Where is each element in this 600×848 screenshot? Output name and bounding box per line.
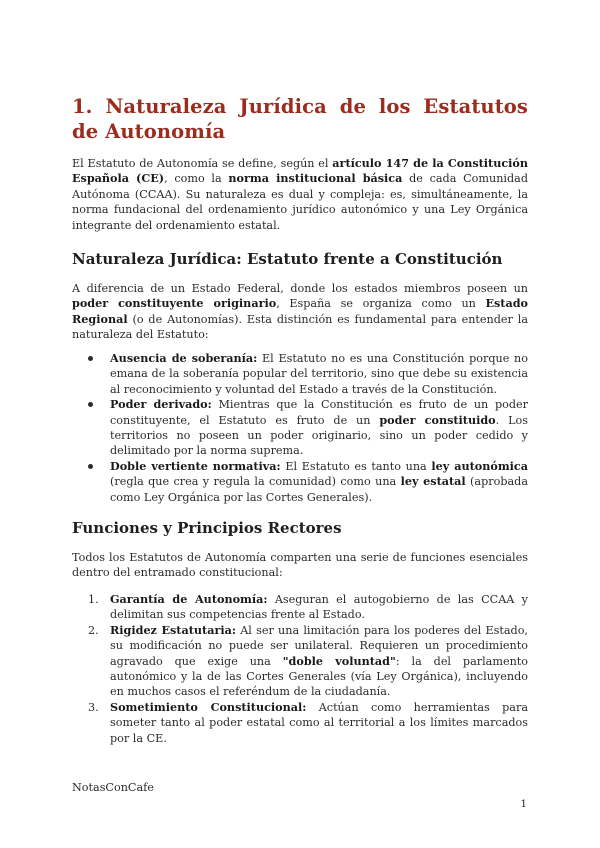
list-item-text: Mientras que la Constitución es fruto de un poder constituyente, el Estatuto es fruto de un: [110, 398, 528, 427]
page-title: 1. Naturaleza Jurídica de los Estatutos de Autonomía: [72, 95, 528, 143]
list-item-bold: Rigidez Estatutaria:: [110, 622, 236, 637]
list-item-text: (aprobada como Ley Orgánica por las Cortes Generales).: [110, 475, 528, 504]
list-number: 2.: [88, 623, 99, 637]
numbered-list: [72, 592, 528, 746]
section1-text: (o de Autonomías). Esta distinción es fundamental para entender la naturaleza del Estatuto:: [72, 312, 528, 342]
section1-bold: Estado Regional: [72, 296, 529, 326]
bullet-icon: [88, 402, 93, 407]
list-item-bold: ley estatal: [400, 474, 466, 489]
list-item: [72, 700, 528, 746]
bullet-list: [72, 351, 528, 505]
intro-text: , como la: [164, 172, 229, 186]
section1-paragraph: [72, 281, 528, 343]
intro-paragraph: [72, 156, 528, 233]
list-item-bold: Doble vertiente normativa:: [110, 458, 281, 473]
list-item: [72, 397, 528, 459]
list-item-text: El Estatuto no es una Constitución porque no emana de la soberanía popular del territorio, sino que debe su existencia al reconocimiento y voluntad del Estado a través de la Constitución.: [110, 352, 528, 396]
list-item-bold: Ausencia de soberanía:: [110, 351, 258, 365]
list-number: 3.: [88, 700, 99, 714]
section2-paragraph: Todos los Estatutos de Autonomía comparten una serie de funciones esenciales dentro del entramado constitucional:: [72, 551, 528, 580]
list-item-text: Al ser una limitación para los poderes del Estado, su modificación no puede ser unilateral. Requieren un procedimiento agravado que exige una: [110, 623, 528, 668]
footer-brand: NotasConCafe: [72, 781, 154, 794]
list-item-text: . Los territorios no poseen un poder originario, sino un poder cedido y delimitado por la norma suprema.: [110, 413, 528, 458]
list-item-bold: ley autonómica: [431, 458, 528, 473]
list-item-text: Aseguran el autogobierno de las CCAA y delimitan sus competencias frente al Estado.: [110, 593, 528, 622]
list-item-bold: Garantía de Autonomía:: [110, 592, 268, 606]
list-item-bold: "doble voluntad": [282, 653, 396, 668]
section1-text: A diferencia de un Estado Federal, donde los estados miembros poseen un: [72, 282, 528, 295]
list-item-text: Actúan como herramientas para someter tanto al poder estatal como al territorial a los límites marcados por la CE.: [110, 700, 528, 745]
list-item-text: El Estatuto es tanto una: [280, 459, 432, 473]
list-item: [72, 623, 528, 700]
list-item-text: (regla que crea y regula la comunidad) como una: [110, 475, 401, 489]
bullet-icon: [88, 356, 93, 361]
list-item-bold: Sometimiento Constitucional:: [110, 699, 307, 714]
page-number: 1: [520, 798, 527, 810]
section-heading-funciones: Funciones y Principios Rectores: [72, 519, 342, 537]
list-item-bold: Poder derivado:: [110, 397, 212, 412]
intro-bold-article: artículo 147 de la Constitución Española (CE): [72, 156, 528, 186]
list-number: 1.: [88, 593, 99, 606]
intro-bold-norma: norma institucional básica: [228, 171, 403, 186]
section-heading-naturaleza: Naturaleza Jurídica: Estatuto frente a Constitución: [72, 250, 503, 268]
list-item: [72, 459, 528, 505]
section1-text: , España se organiza como un: [276, 297, 486, 311]
list-item: [72, 351, 528, 397]
section1-bold: poder constituyente originario: [72, 296, 277, 311]
list-item-bold: poder constituido: [379, 412, 496, 427]
list-item: [72, 592, 528, 623]
intro-text: de cada Comunidad Autónoma (CCAA). Su naturaleza es dual y compleja: es, simultáneamente, la norma fundacional del ordenamiento jurídico autonómico y una Ley Orgánica integrante del ordenamiento estatal.: [72, 172, 528, 232]
intro-text: El Estatuto de Autonomía se define, según el: [72, 157, 333, 170]
bullet-icon: [88, 464, 93, 469]
list-item-text: : la del parlamento autonómico y la de las Cortes Generales (vía Ley Orgánica), incluyendo en muchos casos el referéndum de la ciudadanía.: [110, 654, 529, 699]
